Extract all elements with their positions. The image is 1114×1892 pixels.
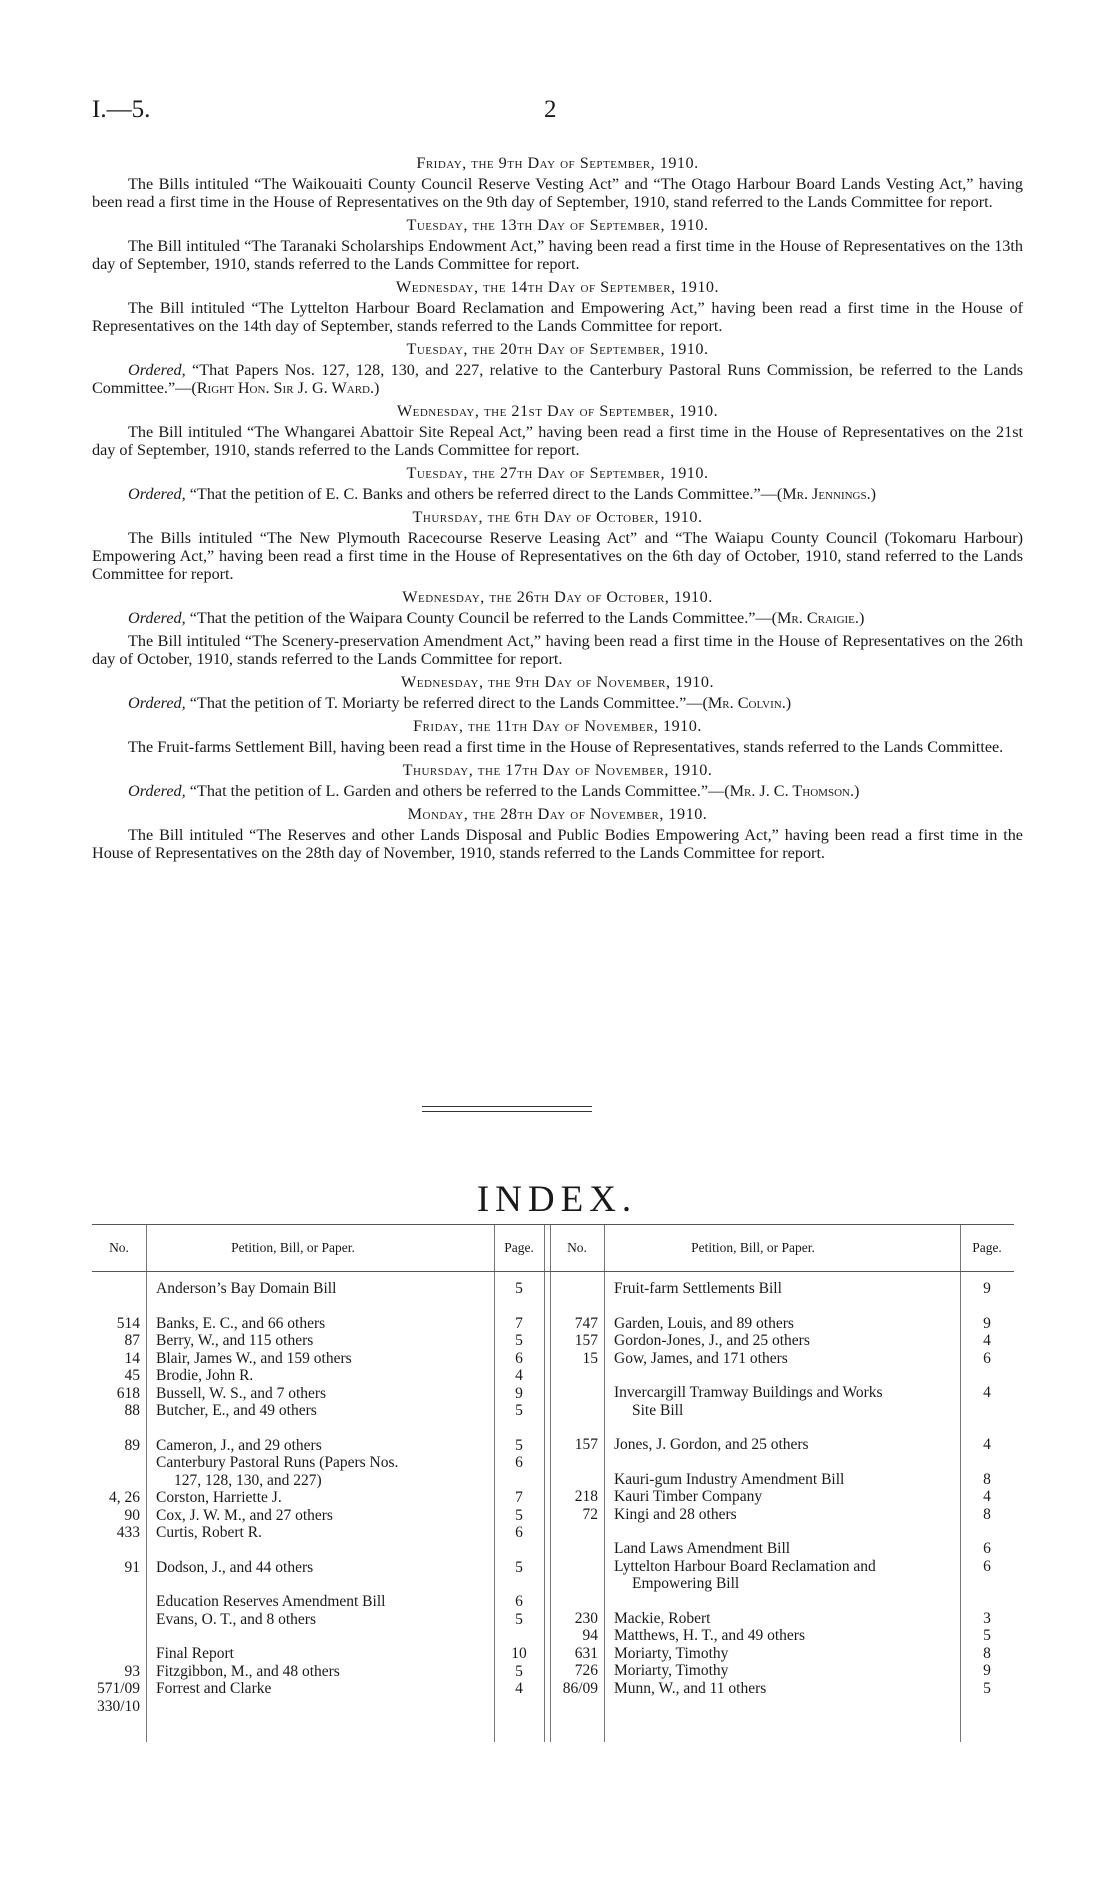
proceeding-paragraph bbox=[92, 694, 1023, 712]
entry-title-text: Banks, E. C., and 66 others bbox=[156, 1314, 326, 1332]
index-number bbox=[92, 1454, 146, 1489]
paper-number: 89 bbox=[124, 1436, 140, 1454]
index-row bbox=[550, 1315, 1014, 1333]
entry-title-continuation: Site Bill bbox=[632, 1401, 684, 1419]
index-row bbox=[92, 1280, 544, 1298]
page-header bbox=[92, 96, 1032, 136]
index-entry-title bbox=[604, 1610, 960, 1628]
entry-title-text: Gordon-Jones, J., and 25 others bbox=[614, 1332, 810, 1349]
index-page-number: 6 bbox=[515, 1524, 523, 1541]
paragraph-text: The Fruit-farms Settlement Bill, having been read a first time in the House of Representatives, stands referred to the Lands Committee. bbox=[128, 738, 1004, 756]
paragraph-text: The Bill intituled “The Taranaki Scholarships Endowment Act,” having been read a first time in the House of Representatives on the 13th day of September, 1910, stands referred to the Lands Committee for report. bbox=[92, 237, 1023, 273]
index-page-number: 5 bbox=[515, 1280, 523, 1297]
proceeding-paragraph bbox=[92, 826, 1023, 862]
mover-name: (Mr. Jennings.) bbox=[776, 485, 877, 503]
sitting-date: Tuesday, the 20th Day of September, 1910. bbox=[406, 340, 709, 358]
index-number bbox=[92, 1332, 146, 1350]
index-row bbox=[92, 1593, 544, 1611]
entry-title-text: Cox, J. W. M., and 27 others bbox=[156, 1506, 333, 1524]
entry-title-text: Kingi and 28 others bbox=[614, 1505, 737, 1523]
index-row bbox=[92, 1645, 544, 1663]
entry-title-text: Matthews, H. T., and 49 others bbox=[614, 1627, 805, 1644]
sitting-date: Wednesday, the 26th Day of October, 1910. bbox=[402, 588, 713, 606]
column-rule bbox=[544, 1225, 545, 1271]
entry-title-text: Fruit-farm Settlements Bill bbox=[614, 1280, 782, 1297]
index-number bbox=[92, 1524, 146, 1542]
index-title: INDEX. bbox=[476, 1179, 638, 1220]
sitting-date: Tuesday, the 27th Day of September, 1910. bbox=[406, 464, 709, 482]
proceeding-paragraph bbox=[92, 529, 1023, 583]
paper-number: 157 bbox=[574, 1436, 598, 1453]
paragraph-text: “That Papers Nos. 127, 128, 130, and 227, relative to the Canterbury Pastoral Runs Commission, be referred to the Lands Committee.”— bbox=[92, 361, 1023, 397]
index-page-number: 8 bbox=[983, 1470, 991, 1488]
index-number bbox=[550, 1315, 604, 1333]
index-row bbox=[550, 1680, 1014, 1698]
index-entry-title bbox=[146, 1507, 494, 1525]
index-page-number: 6 bbox=[983, 1557, 991, 1575]
paper-number: 230 bbox=[574, 1609, 598, 1627]
paragraph-text: “That the petition of L. Garden and others be referred to the Lands Committee.”— bbox=[185, 782, 725, 800]
paragraph-text: “That the petition of the Waipara County Council be referred to the Lands Committee.”— bbox=[185, 609, 772, 627]
index-number bbox=[92, 1385, 146, 1403]
paper-number: 618 bbox=[116, 1384, 140, 1402]
proceeding-paragraph bbox=[92, 361, 1023, 397]
paper-number: 330/10 bbox=[96, 1697, 140, 1715]
entry-title-text: Kauri-gum Industry Amendment Bill bbox=[614, 1470, 845, 1488]
ordered-lead: Ordered, bbox=[128, 361, 186, 379]
paper-number: 433 bbox=[116, 1524, 140, 1541]
index-page-number: 9 bbox=[983, 1314, 991, 1332]
index-row bbox=[92, 1332, 544, 1350]
index-entry-title bbox=[146, 1454, 494, 1489]
entry-title-text: Final Report bbox=[156, 1645, 234, 1662]
entry-title-text: Dodson, J., and 44 others bbox=[156, 1558, 314, 1576]
entry-title-text: Bussell, W. S., and 7 others bbox=[156, 1384, 327, 1402]
paragraph-text: The Bill intituled “The Scenery-preservation Amendment Act,” having been read a first time in the House of Representatives on the 26th day of October, 1910, stands referred to the Lands Committee for report. bbox=[92, 632, 1023, 668]
index-number bbox=[550, 1471, 604, 1489]
section-divider bbox=[422, 1111, 592, 1112]
index-page-number: 6 bbox=[983, 1540, 991, 1557]
index-entry-title bbox=[604, 1627, 960, 1645]
paper-number: 747 bbox=[574, 1314, 598, 1332]
entry-title-text: Lyttelton Harbour Board Reclamation and bbox=[614, 1557, 876, 1575]
ordered-lead: Ordered, bbox=[128, 609, 186, 627]
proceeding-paragraph bbox=[92, 299, 1023, 335]
paper-number: 72 bbox=[582, 1505, 598, 1523]
entry-title-text: Blair, James W., and 159 others bbox=[156, 1349, 352, 1367]
index-row bbox=[550, 1610, 1014, 1628]
index-entry-title bbox=[146, 1367, 494, 1385]
index-entry-title bbox=[146, 1280, 494, 1298]
index-entry-title bbox=[146, 1315, 494, 1333]
index-entry-title bbox=[146, 1593, 494, 1611]
index-number bbox=[92, 1507, 146, 1525]
proceeding-paragraph bbox=[92, 632, 1023, 668]
paper-number: 91 bbox=[124, 1558, 140, 1576]
index-entry-title bbox=[146, 1680, 494, 1715]
index-page-number: 9 bbox=[983, 1662, 991, 1679]
index-number bbox=[550, 1558, 604, 1593]
index-page-number: 5 bbox=[515, 1662, 523, 1680]
index-number bbox=[92, 1367, 146, 1385]
index-page-number: 4 bbox=[983, 1436, 991, 1453]
paper-number: 94 bbox=[582, 1627, 598, 1644]
index-page-number: 5 bbox=[983, 1627, 991, 1644]
column-rule bbox=[544, 1272, 545, 1742]
index-page-number: 5 bbox=[515, 1402, 523, 1419]
index-number bbox=[550, 1662, 604, 1680]
paragraph-text: The Bill intituled “The Whangarei Abattoir Site Repeal Act,” having been read a first time in the House of Representatives on the 21st day of September, 1910, stands referred to the Lands Committee for report. bbox=[92, 423, 1023, 459]
index-row bbox=[550, 1558, 1014, 1593]
index-page-number: 5 bbox=[515, 1332, 523, 1349]
entry-title-text: Garden, Louis, and 89 others bbox=[614, 1314, 794, 1332]
index-number bbox=[550, 1350, 604, 1368]
index-entry-title bbox=[604, 1332, 960, 1350]
sitting-date: Thursday, the 6th Day of October, 1910. bbox=[412, 508, 703, 526]
paper-number: 87 bbox=[124, 1332, 140, 1349]
paragraph-text: “That the petition of T. Moriarty be referred direct to the Lands Committee.”— bbox=[185, 694, 703, 712]
index-page-number: 4 bbox=[515, 1680, 523, 1697]
paper-number: 14 bbox=[124, 1349, 140, 1367]
mover-name: (Mr. J. C. Thomson.) bbox=[724, 782, 860, 800]
ordered-lead: Ordered, bbox=[128, 694, 186, 712]
index-row bbox=[550, 1471, 1014, 1489]
index-entry-title bbox=[604, 1471, 960, 1489]
index-number bbox=[550, 1680, 604, 1698]
paragraph-text: The Bill intituled “The Reserves and other Lands Disposal and Public Bodies Empowering Act,” having been read a first time in the House of Representatives on the 28th day of November, 1910, stands referred to the Lands Committee for report. bbox=[92, 826, 1023, 862]
header-no-right: No. bbox=[567, 1240, 587, 1256]
index-number bbox=[92, 1437, 146, 1455]
proceeding-paragraph bbox=[92, 609, 1023, 627]
paragraph-text: The Bill intituled “The Lyttelton Harbour Board Reclamation and Empowering Act,” having been read a first time in the House of Representatives on the 14th day of September, stands referred to the Lands Committee for report. bbox=[92, 299, 1023, 335]
entry-title-text: Gow, James, and 171 others bbox=[614, 1349, 788, 1367]
index-number bbox=[550, 1540, 604, 1558]
index-header-row bbox=[92, 1224, 1014, 1272]
paper-number: 514 bbox=[116, 1314, 140, 1332]
paper-number: 726 bbox=[574, 1662, 598, 1679]
index-row bbox=[92, 1524, 544, 1542]
index-entry-title bbox=[146, 1559, 494, 1577]
index-row bbox=[550, 1662, 1014, 1680]
index-page-number: 6 bbox=[515, 1349, 523, 1367]
section-divider bbox=[422, 1106, 592, 1107]
index-number bbox=[550, 1610, 604, 1628]
entry-title-text: Berry, W., and 115 others bbox=[156, 1332, 314, 1349]
index-page-number: 8 bbox=[983, 1644, 991, 1662]
index-row bbox=[92, 1559, 544, 1577]
page-number: 2 bbox=[544, 96, 557, 123]
mover-name: (Mr. Craigie.) bbox=[771, 609, 865, 627]
index-entry-title bbox=[146, 1402, 494, 1420]
index-number bbox=[550, 1506, 604, 1524]
entry-title-text: Brodie, John R. bbox=[156, 1367, 254, 1384]
index-row bbox=[92, 1315, 544, 1333]
sitting-date: Tuesday, the 13th Day of September, 1910. bbox=[406, 216, 709, 234]
entry-title-text: Corston, Harriette J. bbox=[156, 1489, 282, 1506]
entry-title-text: Land Laws Amendment Bill bbox=[614, 1540, 791, 1557]
sitting-date: Friday, the 9th Day of September, 1910. bbox=[416, 154, 699, 172]
index-row bbox=[92, 1350, 544, 1368]
index-entry-title bbox=[604, 1384, 960, 1419]
entry-title-text: Anderson’s Bay Domain Bill bbox=[156, 1280, 337, 1297]
paper-number: 4, 26 bbox=[109, 1489, 140, 1506]
paper-number: 157 bbox=[574, 1332, 598, 1349]
entry-title-text: Mackie, Robert bbox=[614, 1609, 711, 1627]
index-entry-title bbox=[604, 1645, 960, 1663]
entry-title-text: Moriarty, Timothy bbox=[614, 1644, 729, 1662]
index-page-number: 8 bbox=[983, 1505, 991, 1523]
index-row bbox=[550, 1384, 1014, 1419]
entry-title-text: Munn, W., and 11 others bbox=[614, 1679, 767, 1697]
index-number bbox=[550, 1488, 604, 1506]
index-entry-title bbox=[146, 1332, 494, 1350]
index-entry-title bbox=[604, 1540, 960, 1558]
entry-title-text: Cameron, J., and 29 others bbox=[156, 1436, 322, 1454]
column-rule bbox=[146, 1225, 147, 1271]
index-page-number: 6 bbox=[515, 1454, 523, 1471]
entry-title-text: Fitzgibbon, M., and 48 others bbox=[156, 1662, 340, 1680]
index-entry-title bbox=[604, 1315, 960, 1333]
index-entry-title bbox=[604, 1350, 960, 1368]
index-number bbox=[550, 1280, 604, 1298]
paper-number: 218 bbox=[574, 1488, 598, 1505]
index-page-number: 3 bbox=[983, 1609, 991, 1627]
paper-number: 45 bbox=[124, 1367, 140, 1384]
entry-title-continuation: Empowering Bill bbox=[632, 1575, 740, 1592]
sitting-date: Thursday, the 17th Day of November, 1910. bbox=[402, 761, 713, 779]
paper-number: 93 bbox=[124, 1662, 140, 1680]
index-entry-title bbox=[146, 1611, 494, 1629]
column-rule bbox=[494, 1225, 495, 1271]
index-page-number: 5 bbox=[515, 1610, 523, 1628]
paragraph-text: The Bills intituled “The New Plymouth Racecourse Reserve Leasing Act” and “The Waiapu County Council (Tokomaru Harbour) Empowering Act,” having been read a first time in the House of Representatives on the 6th day of October, 1910, stand referred to the Lands Committee for report. bbox=[92, 529, 1023, 583]
entry-title-text: Butcher, E., and 49 others bbox=[156, 1402, 317, 1419]
entry-title-text: Jones, J. Gordon, and 25 others bbox=[614, 1436, 809, 1453]
column-rule bbox=[550, 1225, 551, 1271]
header-page-right: Page. bbox=[972, 1240, 1002, 1256]
mover-name: (Right Hon. Sir J. G. Ward.) bbox=[191, 379, 380, 397]
paper-number: 571/09 bbox=[96, 1680, 140, 1697]
index-row bbox=[550, 1280, 1014, 1298]
index-number bbox=[92, 1350, 146, 1368]
index-row bbox=[550, 1350, 1014, 1368]
index-row bbox=[92, 1385, 544, 1403]
proceeding-paragraph bbox=[92, 423, 1023, 459]
entry-title-text: Education Reserves Amendment Bill bbox=[156, 1593, 386, 1610]
index-number bbox=[92, 1280, 146, 1298]
header-no-left: No. bbox=[109, 1240, 129, 1256]
index-left-column bbox=[92, 1280, 544, 1715]
index-page-number: 6 bbox=[983, 1349, 991, 1367]
entry-title-continuation: 127, 128, 130, and 227) bbox=[174, 1471, 322, 1489]
index-row bbox=[550, 1540, 1014, 1558]
index-number bbox=[550, 1384, 604, 1419]
index-entry-title bbox=[604, 1280, 960, 1298]
index-body bbox=[92, 1272, 1014, 1742]
entry-title-text: Moriarty, Timothy bbox=[614, 1662, 729, 1679]
paper-number: 15 bbox=[582, 1349, 598, 1367]
index-page-number: 5 bbox=[983, 1679, 991, 1697]
sitting-date: Monday, the 28th Day of November, 1910. bbox=[407, 805, 708, 823]
paragraph-text: “That the petition of E. C. Banks and others be referred direct to the Lands Committee.”— bbox=[185, 485, 777, 503]
index-row bbox=[550, 1627, 1014, 1645]
proceeding-paragraph bbox=[92, 782, 1023, 800]
index-page-number: 7 bbox=[515, 1489, 523, 1506]
proceeding-paragraph bbox=[92, 485, 1023, 503]
index-entry-title bbox=[146, 1437, 494, 1455]
index-number bbox=[550, 1627, 604, 1645]
entry-title-text: Canterbury Pastoral Runs (Papers Nos. bbox=[156, 1454, 399, 1471]
header-page-left: Page. bbox=[504, 1240, 534, 1256]
header-title-right: Petition, Bill, or Paper. bbox=[691, 1240, 815, 1256]
index-number bbox=[92, 1489, 146, 1507]
index-row bbox=[550, 1332, 1014, 1350]
proceeding-paragraph bbox=[92, 237, 1023, 273]
index-number bbox=[92, 1559, 146, 1577]
index-entry-title bbox=[146, 1645, 494, 1663]
index-number bbox=[92, 1402, 146, 1420]
sitting-date: Friday, the 11th Day of November, 1910. bbox=[413, 717, 702, 735]
index-entry-title bbox=[146, 1663, 494, 1681]
index-entry-title bbox=[604, 1436, 960, 1454]
entry-title-text: Kauri Timber Company bbox=[614, 1488, 763, 1505]
index-entry-title bbox=[604, 1680, 960, 1698]
column-rule bbox=[960, 1225, 961, 1271]
index-page-number: 10 bbox=[511, 1645, 527, 1662]
index-row bbox=[550, 1436, 1014, 1454]
paper-number: 88 bbox=[124, 1402, 140, 1419]
index-row bbox=[550, 1488, 1014, 1506]
index-page-number: 4 bbox=[515, 1367, 523, 1384]
index-page-number: 5 bbox=[515, 1506, 523, 1524]
column-rule bbox=[604, 1225, 605, 1271]
index-row bbox=[92, 1663, 544, 1681]
paper-number: 631 bbox=[574, 1644, 598, 1662]
index-entry-title bbox=[146, 1385, 494, 1403]
index-page-number: 9 bbox=[983, 1280, 991, 1297]
index-row bbox=[92, 1367, 544, 1385]
index-right-column bbox=[550, 1280, 1014, 1697]
index-number bbox=[550, 1332, 604, 1350]
proceeding-paragraph bbox=[92, 738, 1023, 756]
index-entry-title bbox=[146, 1350, 494, 1368]
index-entry-title bbox=[146, 1489, 494, 1507]
index-number bbox=[92, 1680, 146, 1715]
paper-number: 90 bbox=[124, 1506, 140, 1524]
sitting-date: Wednesday, the 14th Day of September, 1910. bbox=[395, 278, 720, 296]
index-page-number: 4 bbox=[983, 1384, 991, 1401]
index-number bbox=[92, 1645, 146, 1663]
index-entry-title bbox=[604, 1558, 960, 1593]
index-row bbox=[550, 1506, 1014, 1524]
index-row bbox=[92, 1454, 544, 1489]
paper-number: 86/09 bbox=[562, 1679, 598, 1697]
index-entry-title bbox=[146, 1524, 494, 1542]
index-row bbox=[92, 1680, 544, 1715]
header-title-left: Petition, Bill, or Paper. bbox=[231, 1240, 355, 1256]
entry-title-text: Forrest and Clarke bbox=[156, 1680, 272, 1697]
index-page-number: 7 bbox=[515, 1314, 523, 1332]
index-number bbox=[550, 1645, 604, 1663]
index-row bbox=[92, 1611, 544, 1629]
index-entry-title bbox=[604, 1506, 960, 1524]
entry-title-text: Invercargill Tramway Buildings and Works bbox=[614, 1384, 883, 1401]
index-row bbox=[92, 1507, 544, 1525]
index-table bbox=[92, 1224, 1014, 1742]
ordered-lead: Ordered, bbox=[128, 485, 186, 503]
index-number bbox=[92, 1593, 146, 1611]
index-row bbox=[92, 1402, 544, 1420]
index-row bbox=[92, 1437, 544, 1455]
index-number bbox=[92, 1663, 146, 1681]
sitting-date: Wednesday, the 21st Day of September, 1910. bbox=[396, 402, 719, 420]
index-entry-title bbox=[604, 1662, 960, 1680]
index-page-number: 4 bbox=[983, 1488, 991, 1505]
index-row bbox=[92, 1489, 544, 1507]
entry-title-text: Curtis, Robert R. bbox=[156, 1524, 262, 1541]
entry-title-text: Evans, O. T., and 8 others bbox=[156, 1610, 316, 1628]
committee-proceedings bbox=[92, 150, 1023, 867]
index-row bbox=[550, 1645, 1014, 1663]
index-number bbox=[550, 1436, 604, 1454]
index-page-number: 5 bbox=[515, 1436, 523, 1454]
document-reference: I.—5. bbox=[92, 96, 151, 123]
index-page-number: 6 bbox=[515, 1593, 523, 1610]
index-page-number: 9 bbox=[515, 1384, 523, 1402]
index-page-number: 5 bbox=[515, 1558, 523, 1576]
index-number bbox=[92, 1315, 146, 1333]
paragraph-text: The Bills intituled “The Waikouaiti County Council Reserve Vesting Act” and “The Otago Harbour Board Lands Vesting Act,” having been read a first time in the House of Representatives on the 9th day of September, 1910, stand referred to the Lands Committee for report. bbox=[92, 175, 1023, 211]
index-page-number: 4 bbox=[983, 1332, 991, 1349]
ordered-lead: Ordered, bbox=[128, 782, 186, 800]
index-entry-title bbox=[604, 1488, 960, 1506]
mover-name: (Mr. Colvin.) bbox=[702, 694, 792, 712]
index-number bbox=[92, 1611, 146, 1629]
sitting-date: Wednesday, the 9th Day of November, 1910. bbox=[400, 673, 715, 691]
proceeding-paragraph bbox=[92, 175, 1023, 211]
